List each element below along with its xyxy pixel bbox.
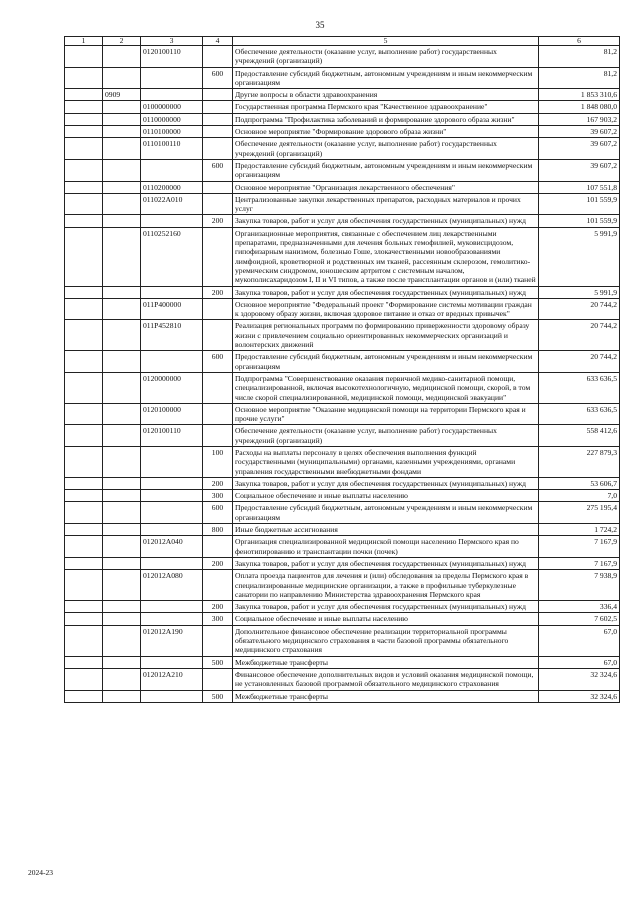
section-code-cell	[65, 690, 103, 702]
target-article-cell: 011P400000	[141, 298, 203, 320]
amount-cell: 1 724,2	[539, 524, 620, 536]
section-code-cell	[65, 557, 103, 569]
target-article-cell: 0120100110	[141, 46, 203, 68]
description-cell: Основное мероприятие "Формирование здорового образа жизни"	[233, 126, 539, 138]
expense-type-cell: 200	[203, 557, 233, 569]
description-cell: Предоставление субсидий бюджетным, автономным учреждениям и иным некоммерческим организациям	[233, 159, 539, 181]
target-article-cell: 0120100110	[141, 425, 203, 447]
expense-type-cell	[203, 193, 233, 215]
expense-type-cell: 500	[203, 690, 233, 702]
amount-cell: 101 559,9	[539, 215, 620, 227]
target-article-cell: 0120100000	[141, 403, 203, 425]
expense-type-cell	[203, 126, 233, 138]
table-row	[65, 351, 620, 373]
section-code-cell	[65, 502, 103, 524]
description-cell: Государственная программа Пермского края "Качественное здравоохранение"	[233, 101, 539, 113]
section-code-cell	[65, 113, 103, 125]
description-cell: Обеспечение деятельности (оказание услуг, выполнение работ) государственных учреждений (организаций)	[233, 46, 539, 68]
target-article-cell: 012012A190	[141, 625, 203, 656]
table-row	[65, 625, 620, 656]
description-cell: Иные бюджетные ассигнования	[233, 524, 539, 536]
expense-type-cell: 500	[203, 656, 233, 668]
section-code-cell	[65, 298, 103, 320]
table-row	[65, 181, 620, 193]
expense-type-cell: 600	[203, 159, 233, 181]
amount-cell: 107 551,8	[539, 181, 620, 193]
table-row	[65, 668, 620, 690]
budget-table	[64, 36, 620, 703]
subsection-code-cell	[103, 113, 141, 125]
expense-type-cell	[203, 227, 233, 286]
subsection-code-cell	[103, 570, 141, 601]
target-article-cell	[141, 613, 203, 625]
section-code-cell	[65, 524, 103, 536]
column-header: 3	[141, 37, 203, 46]
expense-type-cell: 100	[203, 446, 233, 477]
description-cell: Закупка товаров, работ и услуг для обеспечения государственных (муниципальных) нужд	[233, 477, 539, 489]
subsection-code-cell	[103, 159, 141, 181]
footer-code: 2024-23	[28, 868, 53, 877]
target-article-cell	[141, 286, 203, 298]
target-article-cell: 0110252160	[141, 227, 203, 286]
subsection-code-cell	[103, 524, 141, 536]
description-cell: Другие вопросы в области здравоохранения	[233, 89, 539, 101]
table-row	[65, 159, 620, 181]
subsection-code-cell	[103, 101, 141, 113]
amount-cell: 1 848 080,0	[539, 101, 620, 113]
subsection-code-cell	[103, 138, 141, 160]
amount-cell: 633 636,5	[539, 403, 620, 425]
column-header: 2	[103, 37, 141, 46]
subsection-code-cell	[103, 67, 141, 89]
expense-type-cell: 300	[203, 490, 233, 502]
subsection-code-cell	[103, 601, 141, 613]
table-row	[65, 67, 620, 89]
section-code-cell	[65, 46, 103, 68]
amount-cell: 7 938,9	[539, 570, 620, 601]
target-article-cell	[141, 67, 203, 89]
target-article-cell: 0100000000	[141, 101, 203, 113]
target-article-cell	[141, 159, 203, 181]
section-code-cell	[65, 101, 103, 113]
subsection-code-cell	[103, 536, 141, 558]
subsection-code-cell	[103, 320, 141, 351]
subsection-code-cell	[103, 126, 141, 138]
section-code-cell	[65, 570, 103, 601]
amount-cell: 20 744,2	[539, 298, 620, 320]
description-cell: Централизованные закупки лекарственных препаратов, расходных материалов и прочих услуг	[233, 193, 539, 215]
description-cell: Социальное обеспечение и иные выплаты населению	[233, 613, 539, 625]
section-code-cell	[65, 490, 103, 502]
section-code-cell	[65, 477, 103, 489]
table-row	[65, 286, 620, 298]
amount-cell: 53 606,7	[539, 477, 620, 489]
table-row	[65, 477, 620, 489]
subsection-code-cell	[103, 372, 141, 403]
expense-type-cell	[203, 113, 233, 125]
target-article-cell	[141, 351, 203, 373]
subsection-code-cell	[103, 446, 141, 477]
column-header: 6	[539, 37, 620, 46]
target-article-cell: 011022A010	[141, 193, 203, 215]
description-cell: Подпрограмма "Профилактика заболеваний и формирование здорового образа жизни"	[233, 113, 539, 125]
target-article-cell	[141, 215, 203, 227]
table-row	[65, 126, 620, 138]
section-code-cell	[65, 536, 103, 558]
amount-cell: 633 636,5	[539, 372, 620, 403]
subsection-code-cell	[103, 425, 141, 447]
amount-cell: 7 167,9	[539, 536, 620, 558]
description-cell: Предоставление субсидий бюджетным, автономным учреждениям и иным некоммерческим организациям	[233, 351, 539, 373]
target-article-cell: 0110200000	[141, 181, 203, 193]
column-header: 5	[233, 37, 539, 46]
amount-cell: 5 991,9	[539, 227, 620, 286]
table-row	[65, 101, 620, 113]
expense-type-cell	[203, 668, 233, 690]
expense-type-cell	[203, 372, 233, 403]
subsection-code-cell	[103, 286, 141, 298]
section-code-cell	[65, 613, 103, 625]
amount-cell: 32 324,6	[539, 668, 620, 690]
table-row	[65, 524, 620, 536]
subsection-code-cell	[103, 351, 141, 373]
section-code-cell	[65, 351, 103, 373]
expense-type-cell: 600	[203, 502, 233, 524]
amount-cell: 39 607,2	[539, 138, 620, 160]
table-row	[65, 446, 620, 477]
subsection-code-cell: 0909	[103, 89, 141, 101]
table-row	[65, 227, 620, 286]
table-row	[65, 601, 620, 613]
table-row	[65, 372, 620, 403]
section-code-cell	[65, 372, 103, 403]
subsection-code-cell	[103, 227, 141, 286]
description-cell: Закупка товаров, работ и услуг для обеспечения государственных (муниципальных) нужд	[233, 286, 539, 298]
amount-cell: 167 903,2	[539, 113, 620, 125]
table-row	[65, 193, 620, 215]
target-article-cell	[141, 601, 203, 613]
amount-cell: 1 853 310,6	[539, 89, 620, 101]
subsection-code-cell	[103, 403, 141, 425]
description-cell: Предоставление субсидий бюджетным, автономным учреждениям и иным некоммерческим организациям	[233, 67, 539, 89]
section-code-cell	[65, 89, 103, 101]
expense-type-cell: 200	[203, 601, 233, 613]
section-code-cell	[65, 215, 103, 227]
table-row	[65, 46, 620, 68]
table-row	[65, 656, 620, 668]
description-cell: Расходы на выплаты персоналу в целях обеспечения выполнения функций государственными (муниципальными) органами, казенными учреждениями, органами управления государственными внебюджетными фондами	[233, 446, 539, 477]
section-code-cell	[65, 656, 103, 668]
section-code-cell	[65, 446, 103, 477]
expense-type-cell	[203, 570, 233, 601]
section-code-cell	[65, 320, 103, 351]
table-row	[65, 490, 620, 502]
expense-type-cell	[203, 320, 233, 351]
section-code-cell	[65, 668, 103, 690]
amount-cell: 275 195,4	[539, 502, 620, 524]
description-cell: Межбюджетные трансферты	[233, 690, 539, 702]
subsection-code-cell	[103, 193, 141, 215]
table-row	[65, 690, 620, 702]
description-cell: Закупка товаров, работ и услуг для обеспечения государственных (муниципальных) нужд	[233, 557, 539, 569]
subsection-code-cell	[103, 502, 141, 524]
amount-cell: 39 607,2	[539, 126, 620, 138]
table-row	[65, 298, 620, 320]
description-cell: Основное мероприятие "Организация лекарственного обеспечения"	[233, 181, 539, 193]
description-cell: Дополнительное финансовое обеспечение реализации территориальной программы обязательного медицинского страхования в части базовой программы обязательного медицинского страхования	[233, 625, 539, 656]
section-code-cell	[65, 181, 103, 193]
expense-type-cell	[203, 625, 233, 656]
description-cell: Предоставление субсидий бюджетным, автономным учреждениям и иным некоммерческим организациям	[233, 502, 539, 524]
description-cell: Основное мероприятие "Оказание медицинской помощи на территории Пермского края и прочие услуги"	[233, 403, 539, 425]
expense-type-cell	[203, 181, 233, 193]
expense-type-cell: 300	[203, 613, 233, 625]
description-cell: Обеспечение деятельности (оказание услуг, выполнение работ) государственных учреждений (организаций)	[233, 138, 539, 160]
table-row	[65, 403, 620, 425]
expense-type-cell: 200	[203, 215, 233, 227]
expense-type-cell: 600	[203, 67, 233, 89]
expense-type-cell	[203, 403, 233, 425]
target-article-cell: 011P452810	[141, 320, 203, 351]
subsection-code-cell	[103, 668, 141, 690]
section-code-cell	[65, 159, 103, 181]
table-row	[65, 215, 620, 227]
subsection-code-cell	[103, 613, 141, 625]
description-cell: Межбюджетные трансферты	[233, 656, 539, 668]
amount-cell: 7 602,5	[539, 613, 620, 625]
amount-cell: 20 744,2	[539, 351, 620, 373]
target-article-cell	[141, 524, 203, 536]
table-header-row	[65, 37, 620, 46]
expense-type-cell	[203, 425, 233, 447]
amount-cell: 5 991,9	[539, 286, 620, 298]
amount-cell: 20 744,2	[539, 320, 620, 351]
expense-type-cell	[203, 536, 233, 558]
expense-type-cell	[203, 101, 233, 113]
expense-type-cell	[203, 298, 233, 320]
subsection-code-cell	[103, 690, 141, 702]
target-article-cell: 012012A080	[141, 570, 203, 601]
subsection-code-cell	[103, 181, 141, 193]
section-code-cell	[65, 227, 103, 286]
table-row	[65, 113, 620, 125]
table-row	[65, 570, 620, 601]
description-cell: Финансовое обеспечение дополнительных видов и условий оказания медицинской помощи, не установленных базовой программой обязательного медицинского страхования	[233, 668, 539, 690]
section-code-cell	[65, 403, 103, 425]
amount-cell: 101 559,9	[539, 193, 620, 215]
subsection-code-cell	[103, 656, 141, 668]
column-header: 4	[203, 37, 233, 46]
description-cell: Обеспечение деятельности (оказание услуг, выполнение работ) государственных учреждений (организаций)	[233, 425, 539, 447]
description-cell: Реализация региональных программ по формированию приверженности здоровому образу жизни с привлечением социально ориентированных некоммерческих организаций и волонтерских движений	[233, 320, 539, 351]
subsection-code-cell	[103, 490, 141, 502]
target-article-cell	[141, 557, 203, 569]
description-cell: Организация специализированной медицинской помощи населению Пермского края по фенотипированию и транспантации почки (почек)	[233, 536, 539, 558]
expense-type-cell	[203, 46, 233, 68]
subsection-code-cell	[103, 46, 141, 68]
expense-type-cell	[203, 89, 233, 101]
target-article-cell	[141, 690, 203, 702]
target-article-cell	[141, 502, 203, 524]
expense-type-cell: 200	[203, 286, 233, 298]
column-header: 1	[65, 37, 103, 46]
target-article-cell: 012012A210	[141, 668, 203, 690]
description-cell: Организационные мероприятия, связанные с обеспечением лиц лекарственными препаратами, предназначенными для лечения больных гемофилией, муковисцидозом, гипофизарным нанизмом, болезнью Гоше, злокачественными новообразованиями лимфоидной, кроветворной и родственных им тканей, рассеянным склерозом, гемолитико-уремическим синдромом, юношеским артритом с системным началом, мукополисахаридозом I, II и VI типов, а также после трансплантации органов и (или) тканей	[233, 227, 539, 286]
amount-cell: 336,4	[539, 601, 620, 613]
target-article-cell	[141, 656, 203, 668]
section-code-cell	[65, 425, 103, 447]
expense-type-cell: 200	[203, 477, 233, 489]
table-row	[65, 536, 620, 558]
subsection-code-cell	[103, 298, 141, 320]
subsection-code-cell	[103, 477, 141, 489]
section-code-cell	[65, 601, 103, 613]
expense-type-cell: 800	[203, 524, 233, 536]
table-row	[65, 138, 620, 160]
target-article-cell	[141, 446, 203, 477]
subsection-code-cell	[103, 625, 141, 656]
amount-cell: 67,0	[539, 625, 620, 656]
description-cell: Закупка товаров, работ и услуг для обеспечения государственных (муниципальных) нужд	[233, 215, 539, 227]
amount-cell: 227 879,3	[539, 446, 620, 477]
subsection-code-cell	[103, 215, 141, 227]
section-code-cell	[65, 625, 103, 656]
target-article-cell	[141, 477, 203, 489]
description-cell: Подпрограмма "Совершенствование оказания первичной медико-санитарной помощи, специализированной, включая высокотехнологичную, медицинской помощи, скорой, в том числе скорой специализированной, медицинской помощи, медицинской эвакуации"	[233, 372, 539, 403]
target-article-cell	[141, 89, 203, 101]
section-code-cell	[65, 126, 103, 138]
table-row	[65, 613, 620, 625]
amount-cell: 558 412,6	[539, 425, 620, 447]
section-code-cell	[65, 67, 103, 89]
expense-type-cell	[203, 138, 233, 160]
amount-cell: 7,0	[539, 490, 620, 502]
target-article-cell	[141, 490, 203, 502]
expense-type-cell: 600	[203, 351, 233, 373]
target-article-cell: 0110100000	[141, 126, 203, 138]
target-article-cell: 012012A040	[141, 536, 203, 558]
table-row	[65, 425, 620, 447]
amount-cell: 67,0	[539, 656, 620, 668]
section-code-cell	[65, 286, 103, 298]
amount-cell: 81,2	[539, 67, 620, 89]
subsection-code-cell	[103, 557, 141, 569]
description-cell: Социальное обеспечение и иные выплаты населению	[233, 490, 539, 502]
amount-cell: 32 324,6	[539, 690, 620, 702]
amount-cell: 39 607,2	[539, 159, 620, 181]
page-number: 35	[315, 20, 325, 30]
section-code-cell	[65, 193, 103, 215]
target-article-cell: 0110000000	[141, 113, 203, 125]
description-cell: Закупка товаров, работ и услуг для обеспечения государственных (муниципальных) нужд	[233, 601, 539, 613]
target-article-cell: 0120000000	[141, 372, 203, 403]
table-row	[65, 320, 620, 351]
amount-cell: 81,2	[539, 46, 620, 68]
amount-cell: 7 167,9	[539, 557, 620, 569]
table-row	[65, 89, 620, 101]
target-article-cell: 0110100110	[141, 138, 203, 160]
section-code-cell	[65, 138, 103, 160]
description-cell: Основное мероприятие "Федеральный проект "Формирование системы мотивации граждан к здоровому образу жизни, включая здоровое питание и отказ от вредных привычек"	[233, 298, 539, 320]
table-row	[65, 557, 620, 569]
table-row	[65, 502, 620, 524]
description-cell: Оплата проезда пациентов для лечения и (или) обследования за пределы Пермского края в специализированные медицинские организации, а также в профильные туберкулезные санатории по направлению Министерства здравоохранения Пермского края	[233, 570, 539, 601]
